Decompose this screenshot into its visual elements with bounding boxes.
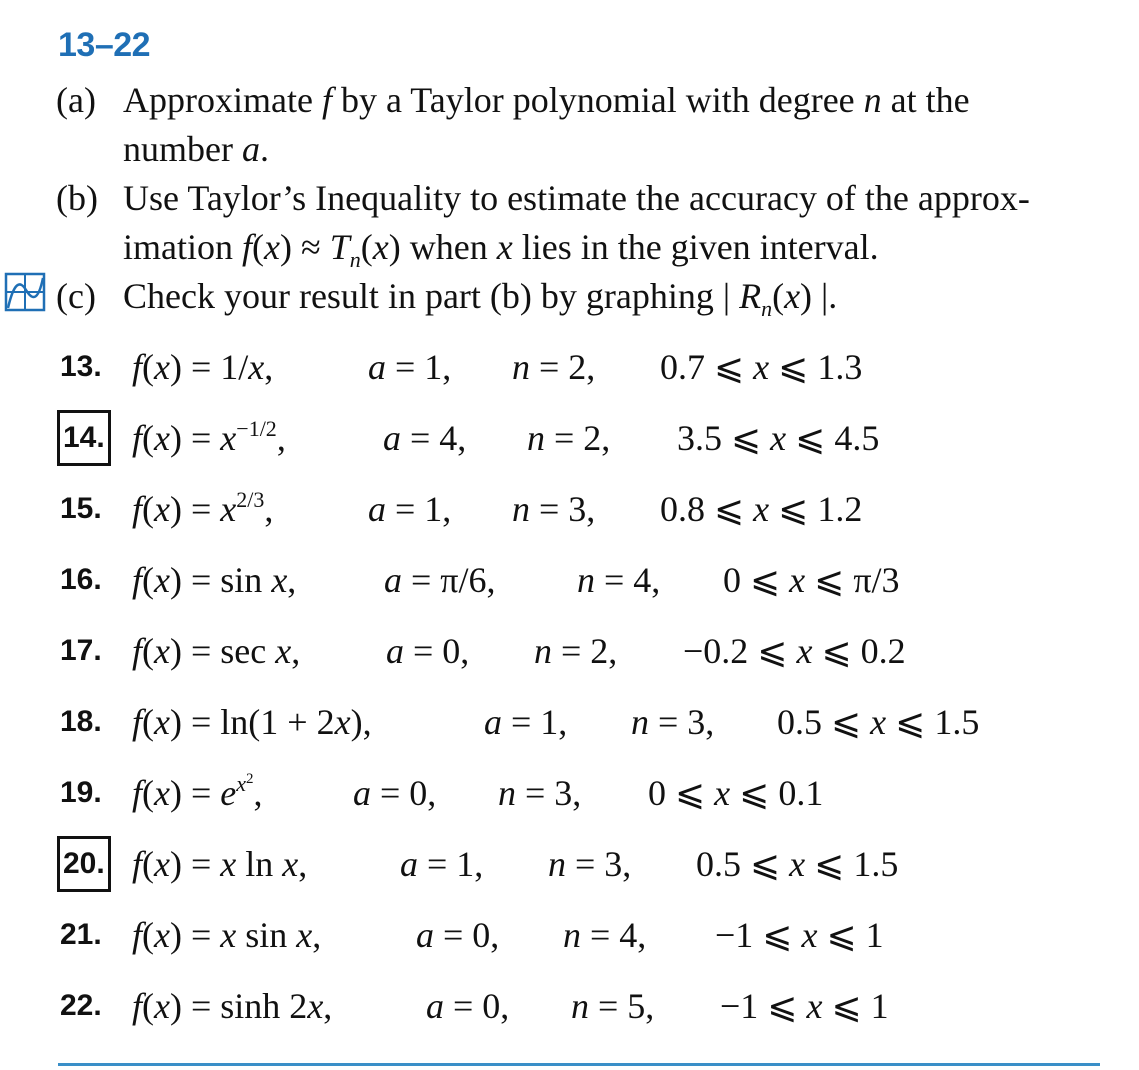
exercise-degree: n = 3, — [512, 489, 596, 529]
exercise-number: 22. — [60, 989, 102, 1022]
exercise-function: f(x) = sin x, — [132, 560, 297, 600]
exercise-center: a = 1, — [484, 702, 568, 742]
exercise-function: f(x) = sec x, — [132, 631, 301, 671]
part-b-line-1: Use Taylor’s Inequality to estimate the accuracy of the approx- — [123, 178, 1030, 218]
exercise-center: a = 4, — [383, 418, 467, 458]
exercise-degree: n = 2, — [534, 631, 618, 671]
exercise-function: f(x) = x sin x, — [132, 915, 322, 955]
exercise-number: 14. — [57, 410, 111, 466]
exercise-number: 18. — [60, 705, 102, 738]
exercise-function: $f(x) = x^{-1/2}$, — [132, 416, 286, 458]
exercise-degree: n = 5, — [571, 986, 655, 1026]
exercise-number: 20. — [57, 836, 111, 892]
part-c-label: (c) — [56, 276, 96, 316]
graphing-calculator-icon — [4, 272, 46, 312]
exercise-number: 13. — [60, 350, 102, 383]
exercise-function: f(x) = sinh 2x, — [132, 986, 333, 1026]
exercise-interval: −1 ⩽ x ⩽ 1 — [720, 986, 889, 1026]
exercise-number: 17. — [60, 634, 102, 667]
exercise-degree: n = 3, — [548, 844, 632, 884]
exercise-interval: 0.8 ⩽ x ⩽ 1.2 — [660, 489, 863, 529]
exercise-number: 15. — [60, 492, 102, 525]
section-heading: 13–22 — [58, 26, 151, 64]
exercise-center: a = 0, — [416, 915, 500, 955]
exercise-degree: n = 4, — [563, 915, 647, 955]
exercise-interval: 0.5 ⩽ x ⩽ 1.5 — [777, 702, 980, 742]
exercise-center: a = 0, — [353, 773, 437, 813]
exercise-number: 21. — [60, 918, 102, 951]
exercise-function: $f(x) = e^{x^2}$, — [132, 771, 263, 813]
exercise-function: f(x) = ln(1 + 2x), — [132, 702, 372, 742]
part-a-line-1: Approximate f by a Taylor polynomial with degree n at the — [123, 80, 970, 120]
exercise-interval: 0.7 ⩽ x ⩽ 1.3 — [660, 347, 863, 387]
exercise-degree: n = 3, — [631, 702, 715, 742]
exercise-center: a = 1, — [368, 489, 452, 529]
exercise-interval: 0.5 ⩽ x ⩽ 1.5 — [696, 844, 899, 884]
part-b-label: (b) — [56, 178, 98, 218]
exercise-interval: 0 ⩽ x ⩽ π/3 — [723, 560, 900, 600]
part-a-label: (a) — [56, 80, 96, 120]
exercise-interval: 3.5 ⩽ x ⩽ 4.5 — [677, 418, 880, 458]
exercise-number: 16. — [60, 563, 102, 596]
exercise-degree: n = 2, — [512, 347, 596, 387]
exercise-interval: −0.2 ⩽ x ⩽ 0.2 — [683, 631, 906, 671]
exercise-interval: −1 ⩽ x ⩽ 1 — [715, 915, 884, 955]
exercise-center: a = 1, — [400, 844, 484, 884]
exercise-function: f(x) = 1/x, — [132, 347, 274, 387]
exercise-interval: 0 ⩽ x ⩽ 0.1 — [648, 773, 824, 813]
exercise-center: a = 0, — [426, 986, 510, 1026]
exercise-degree: n = 2, — [527, 418, 611, 458]
part-c-line-1: Check your result in part (b) by graphing | $R_n(x)$ |. — [123, 276, 838, 322]
exercise-degree: n = 3, — [498, 773, 582, 813]
exercise-function: $f(x) = x^{2/3}$, — [132, 487, 274, 529]
exercise-center: a = 0, — [386, 631, 470, 671]
exercise-center: a = 1, — [368, 347, 452, 387]
exercise-function: f(x) = x ln x, — [132, 844, 308, 884]
bottom-divider — [58, 1063, 1100, 1066]
part-a-line-2: number a. — [123, 129, 269, 169]
exercise-degree: n = 4, — [577, 560, 661, 600]
part-b-line-2: imation $f(x) \approx T_n(x)$ when x lies in the given interval. — [123, 227, 879, 273]
exercise-number: 19. — [60, 776, 102, 809]
exercise-center: a = π/6, — [384, 560, 496, 600]
